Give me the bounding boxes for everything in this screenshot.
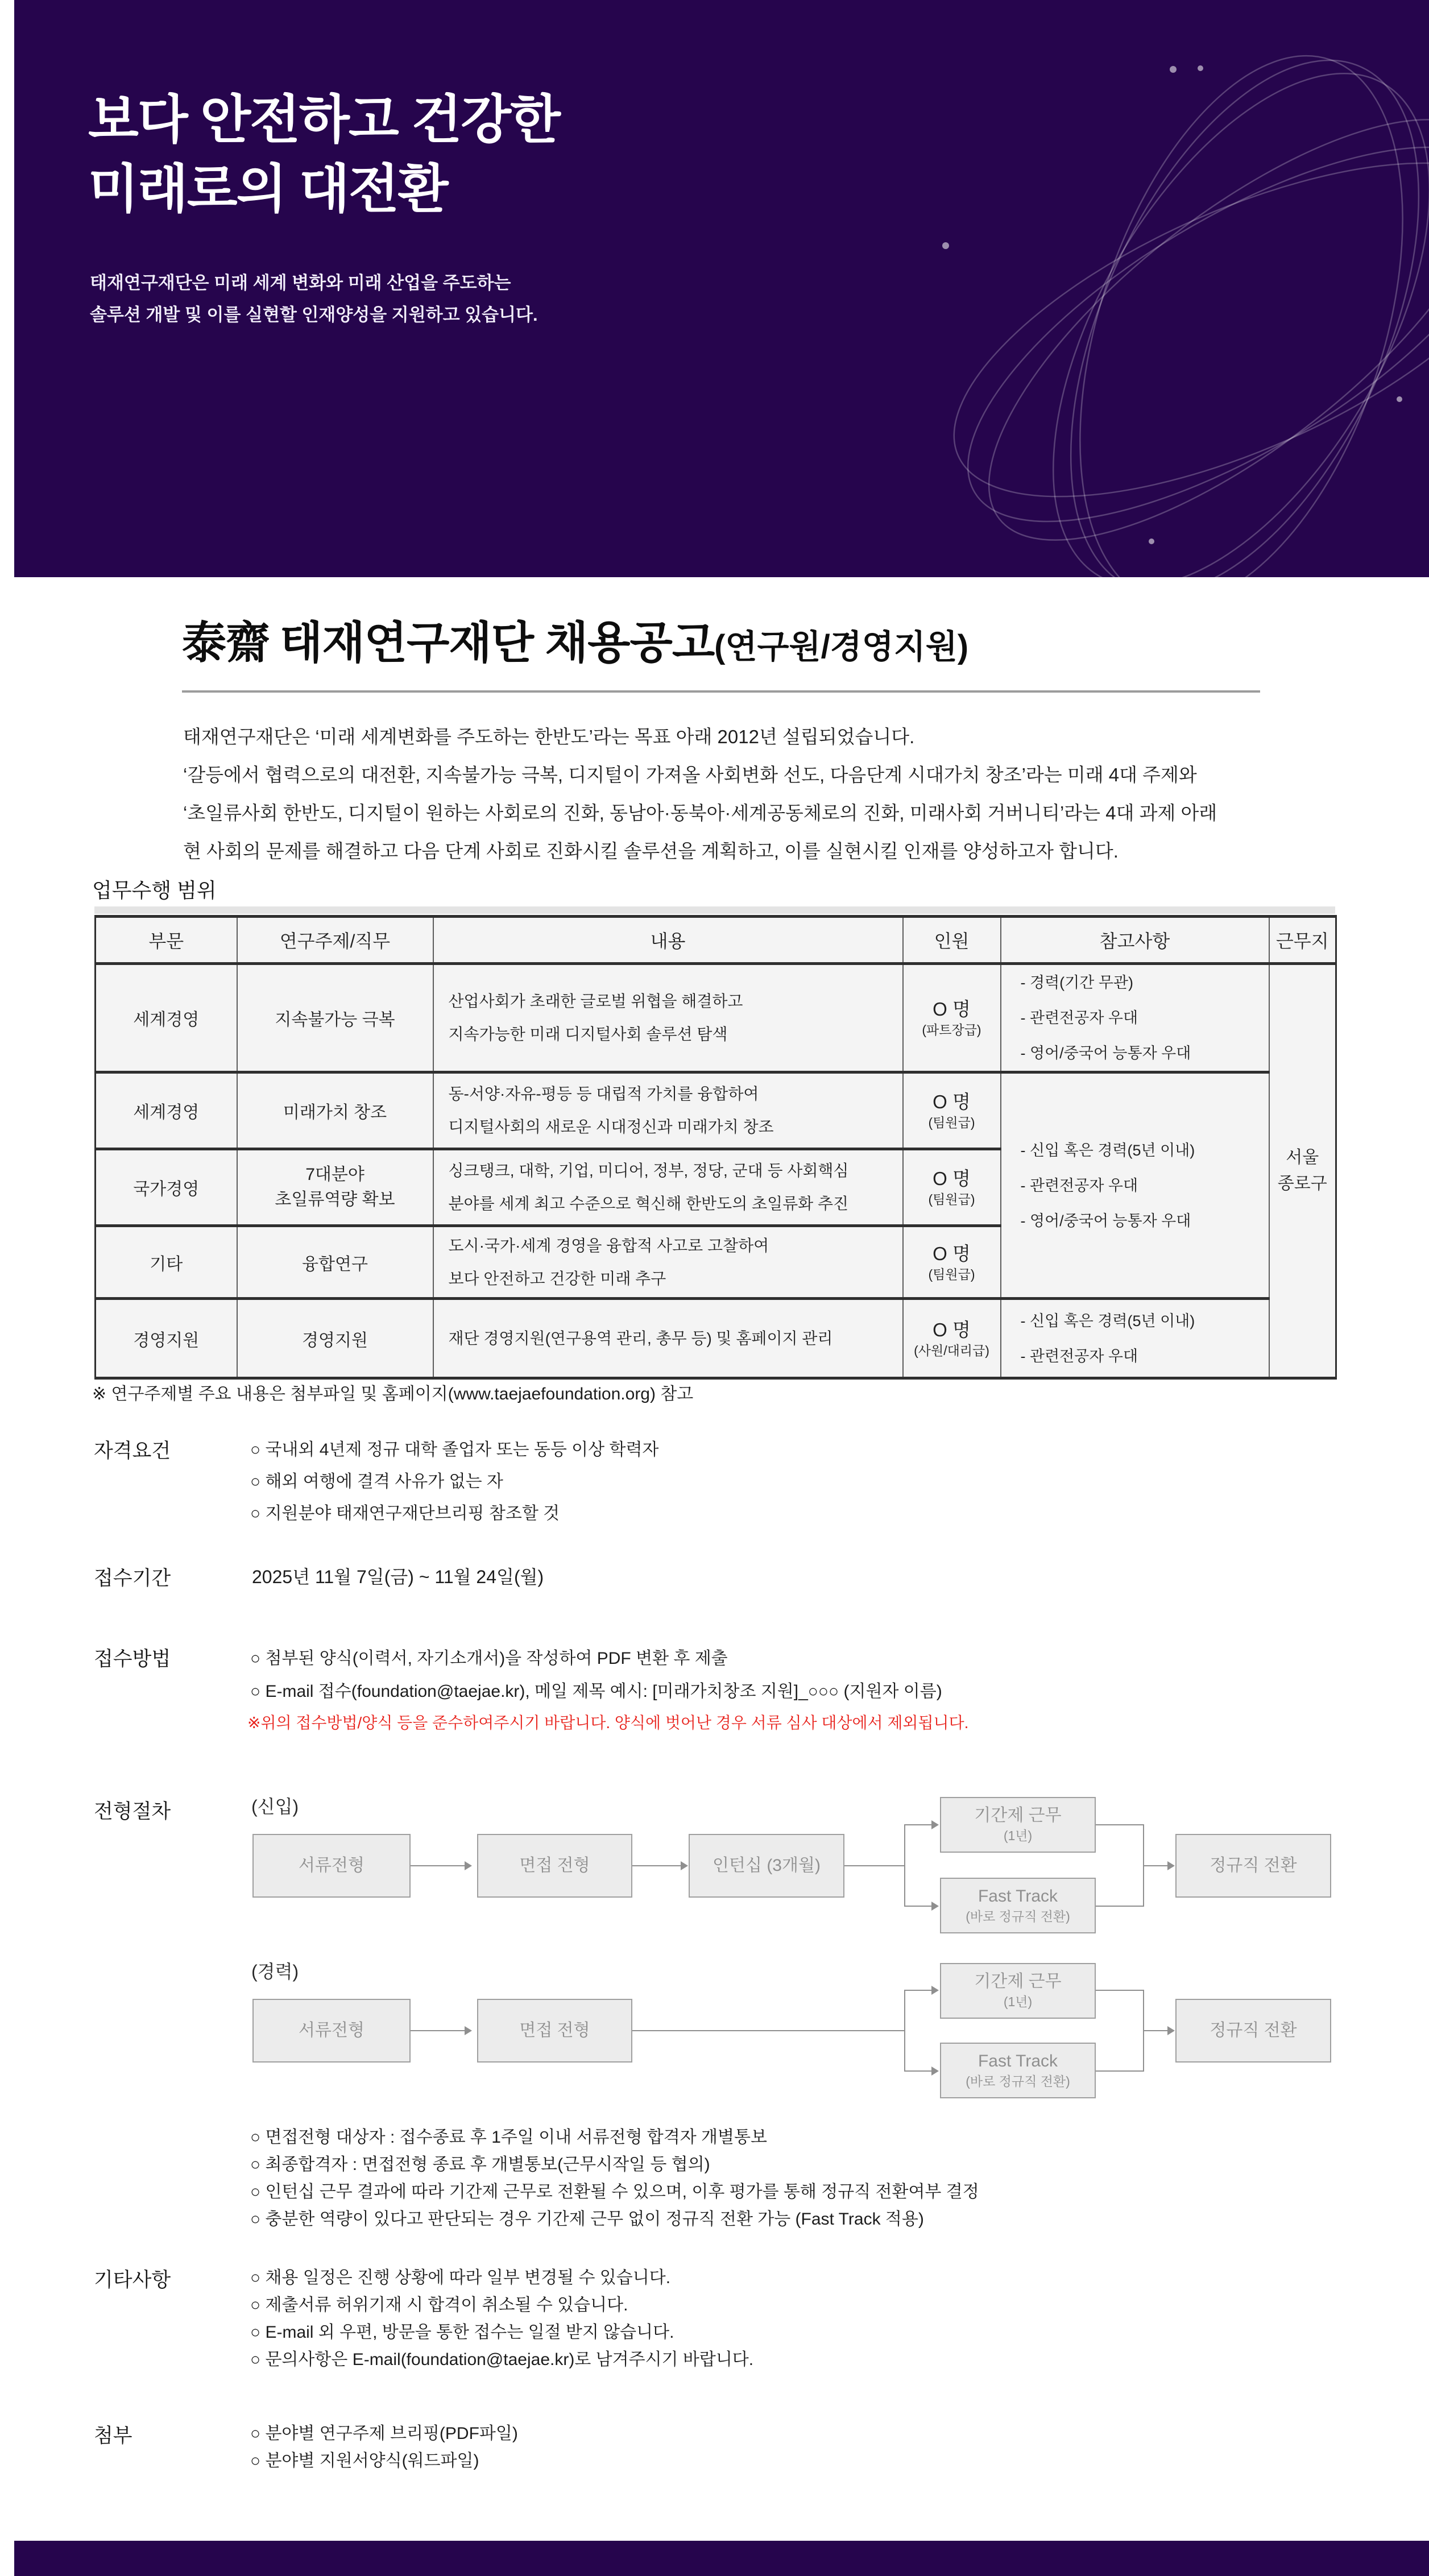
flow-connector bbox=[904, 2070, 933, 2072]
etc-list bbox=[250, 2264, 753, 2374]
page-title-main: 태재연구재단 채용공고 bbox=[280, 618, 715, 668]
scope-table bbox=[94, 915, 1337, 1380]
cell-headcount: O 명 (팀원급) bbox=[903, 1072, 1001, 1149]
cell-category: 경영지원 bbox=[96, 1299, 237, 1378]
table-row bbox=[96, 964, 1336, 1072]
attachments-list bbox=[250, 2420, 518, 2475]
flow-box-document-screening: 서류전형 bbox=[252, 1999, 411, 2063]
section-label-etc: 기타사항 bbox=[94, 2269, 171, 2291]
flow-connector bbox=[1096, 1906, 1144, 1907]
bullet-item: ○ 제출서류 허위기재 시 합격이 취소될 수 있습니다. bbox=[250, 2296, 628, 2314]
flow-box-fast-track: Fast Track (바로 정규직 전환) bbox=[940, 1878, 1096, 1933]
cell-workplace: 서울 종로구 bbox=[1269, 964, 1336, 1378]
flow-box-document-screening: 서류전형 bbox=[252, 1834, 411, 1898]
qualifications-list bbox=[250, 1434, 658, 1530]
orbit-decoration-icon bbox=[775, 0, 1429, 577]
section-label-period: 접수기간 bbox=[94, 1567, 171, 1589]
flow-box-internship: 인턴십 (3개월) bbox=[689, 1834, 844, 1898]
bullet-item: ○ 채용 일정은 진행 상황에 따라 일부 변경될 수 있습니다. bbox=[250, 2268, 671, 2287]
cell-content: 싱크탱크, 대학, 기업, 미디어, 정부, 정당, 군대 등 사회핵심 분야를 세계 최고 수준으로 혁신해 한반도의 초일류화 추진 bbox=[433, 1149, 903, 1226]
cell-topic: 7대분야 초일류역량 확보 bbox=[237, 1149, 433, 1226]
cell-topic: 경영지원 bbox=[237, 1299, 433, 1378]
table-header-row bbox=[96, 917, 1336, 964]
bullet-item: ○ 최종합격자 : 면접전형 종료 후 개별통보(근무시작일 등 협의) bbox=[250, 2155, 710, 2174]
cell-topic: 지속불가능 극복 bbox=[237, 964, 433, 1072]
process-notes bbox=[250, 2124, 979, 2233]
hero-subtitle bbox=[90, 267, 538, 331]
scope-heading: 업무수행 범위 bbox=[92, 879, 217, 902]
flow-connector bbox=[1096, 1824, 1144, 1825]
cell-category: 기타 bbox=[96, 1226, 237, 1299]
application-period: 2025년 11월 7일(금) ~ 11월 24일(월) bbox=[252, 1567, 544, 1587]
cell-content: 동-서양·자유-평등 등 대립적 가치를 융합하여 디지털사회의 새로운 시대정신과 미래가치 창조 bbox=[433, 1072, 903, 1149]
cell-category: 세계경영 bbox=[96, 1072, 237, 1149]
hero-title-line2: 미래로의 대전환 bbox=[88, 160, 448, 218]
cell-content: 재단 경영지원(연구용역 관리, 총무 등) 및 홈페이지 관리 bbox=[433, 1299, 903, 1378]
cell-headcount: O 명 (사원/대리급) bbox=[903, 1299, 1001, 1378]
cell-notes: - 신입 혹은 경력(5년 이내) - 관련전공자 우대 bbox=[1001, 1299, 1269, 1378]
method-warning: ※위의 접수방법/양식 등을 준수하여주시기 바랍니다. 양식에 벗어난 경우 서류 심사 대상에서 제외됩니다. bbox=[247, 1714, 969, 1732]
cell-content: 도시·국가·세계 경영을 융합적 사고로 고찰하여 보다 안전하고 건강한 미래 추구 bbox=[433, 1226, 903, 1299]
col-header-workplace: 근무지 bbox=[1269, 917, 1336, 964]
table-footnote: ※ 연구주제별 주요 내용은 첨부파일 및 홈페이지(www.taejaefoundation.org) 참고 bbox=[92, 1385, 694, 1403]
title-divider bbox=[182, 690, 1260, 693]
arrow-right-icon bbox=[681, 1861, 688, 1870]
cell-notes-merged: - 신입 혹은 경력(5년 이내) - 관련전공자 우대 - 영어/중국어 능통자 우대 bbox=[1001, 1072, 1269, 1299]
arrow-right-icon bbox=[465, 1861, 472, 1870]
bullet-item: ○ E-mail 접수(foundation@taejae.kr), 메일 제목 예시: [미래가치창조 지원]_○○○ (지원자 이름) bbox=[250, 1682, 942, 1701]
hero-title bbox=[88, 85, 560, 224]
cell-headcount: O 명 (파트장급) bbox=[903, 964, 1001, 1072]
intro-line: ‘초일류사회 한반도, 디지털이 원하는 사회로의 진화, 동남아·동북아·세계공동체로의 진화, 미래사회 거버니티’라는 4대 과제 아래 bbox=[183, 802, 1217, 823]
flow-connector bbox=[1096, 2070, 1144, 2072]
cell-topic: 미래가치 창조 bbox=[237, 1072, 433, 1149]
hero-subtitle-line2: 솔루션 개발 및 이를 실현할 인재양성을 지원하고 있습니다. bbox=[90, 305, 538, 325]
flow-connector bbox=[1096, 1990, 1144, 1991]
bullet-item: ○ 충분한 역량이 있다고 판단되는 경우 기간제 근무 없이 정규직 전환 가능 (Fast Track 적용) bbox=[250, 2210, 924, 2229]
section-label-qualifications: 자격요건 bbox=[94, 1440, 171, 1462]
bullet-item: ○ 분야별 연구주제 브리핑(PDF파일) bbox=[250, 2424, 518, 2443]
flow-connector bbox=[632, 2030, 905, 2031]
col-header-category: 부문 bbox=[96, 917, 237, 964]
col-header-content: 내용 bbox=[433, 917, 903, 964]
flow-connector bbox=[904, 1824, 905, 1907]
arrow-right-icon bbox=[931, 1820, 939, 1829]
page-title-suffix: (연구원/경영지원) bbox=[714, 628, 969, 665]
intro-line: 태재연구재단은 ‘미래 세계변화를 주도하는 한반도’라는 목표 아래 2012년 설립되었습니다. bbox=[183, 726, 915, 747]
table-top-strip bbox=[94, 906, 1335, 914]
cell-content: 산업사회가 초래한 글로벌 위협을 해결하고 지속가능한 미래 디지털사회 솔루션 탐색 bbox=[433, 964, 903, 1072]
arrow-right-icon bbox=[465, 2026, 472, 2035]
cell-category: 세계경영 bbox=[96, 964, 237, 1072]
method-list bbox=[250, 1642, 942, 1708]
flow-box-fast-track: Fast Track (바로 정규직 전환) bbox=[940, 2043, 1096, 2098]
col-header-topic: 연구주제/직무 bbox=[237, 917, 433, 964]
flow-connector bbox=[904, 1906, 933, 1907]
section-label-attachments: 첨부 bbox=[94, 2425, 132, 2447]
hero-subtitle-line1: 태재연구재단은 미래 세계 변화와 미래 산업을 주도하는 bbox=[90, 273, 511, 293]
bullet-item: ○ 국내외 4년제 정규 대학 졸업자 또는 동등 이상 학력자 bbox=[250, 1440, 659, 1459]
flow-label-career: (경력) bbox=[251, 1961, 299, 1982]
footer-band bbox=[14, 2541, 1429, 2576]
bullet-item: ○ E-mail 외 우편, 방문을 통한 접수는 일절 받지 않습니다. bbox=[250, 2323, 674, 2342]
flow-connector bbox=[632, 1865, 681, 1866]
intro-paragraph bbox=[183, 718, 1217, 870]
flow-connector bbox=[411, 1865, 465, 1866]
intro-line: 현 사회의 문제를 해결하고 다음 단계 사회로 진화시킬 솔루션을 계획하고, 이를 실현시킬 인재를 양성하고자 합니다. bbox=[183, 840, 1119, 862]
flow-connector bbox=[411, 2030, 465, 2031]
bullet-item: ○ 문의사항은 E-mail(foundation@taejae.kr)로 남겨주시기 바랍니다. bbox=[250, 2350, 754, 2369]
hero-title-line1: 보다 안전하고 건강한 bbox=[88, 91, 560, 149]
bullet-item: ○ 면접전형 대상자 : 접수종료 후 1주일 이내 서류전형 합격자 개별통보 bbox=[250, 2128, 767, 2147]
flow-connector bbox=[904, 1990, 933, 1991]
cell-notes: - 경력(기간 무관) - 관련전공자 우대 - 영어/중국어 능통자 우대 bbox=[1001, 964, 1269, 1072]
arrow-right-icon bbox=[931, 2066, 939, 2076]
section-label-method: 접수방법 bbox=[94, 1648, 171, 1670]
col-header-notes: 참고사항 bbox=[1001, 917, 1269, 964]
table-row bbox=[96, 1299, 1336, 1378]
flow-box-interview: 면접 전형 bbox=[477, 1834, 632, 1898]
bullet-item: ○ 해외 여행에 결격 사유가 없는 자 bbox=[250, 1472, 503, 1491]
cell-topic: 융합연구 bbox=[237, 1226, 433, 1299]
intro-line: ‘갈등에서 협력으로의 대전환, 지속불가능 극복, 디지털이 가져올 사회변화 선도, 다음단계 시대가치 창조’라는 미래 4대 주제와 bbox=[183, 764, 1197, 785]
flow-connector bbox=[1143, 2030, 1169, 2031]
flow-connector bbox=[1143, 1865, 1169, 1866]
flow-box-fixed-term: 기간제 근무 (1년) bbox=[940, 1797, 1096, 1853]
cell-headcount: O 명 (팀원급) bbox=[903, 1226, 1001, 1299]
flow-box-regular-conversion: 정규직 전환 bbox=[1175, 1834, 1331, 1898]
flow-box-fixed-term: 기간제 근무 (1년) bbox=[940, 1963, 1096, 2019]
cell-headcount: O 명 (팀원급) bbox=[903, 1149, 1001, 1226]
flow-box-regular-conversion: 정규직 전환 bbox=[1175, 1999, 1331, 2063]
flow-connector bbox=[904, 1824, 933, 1825]
table-row bbox=[96, 1072, 1336, 1149]
arrow-right-icon bbox=[1167, 1861, 1175, 1870]
flow-box-interview: 면접 전형 bbox=[477, 1999, 632, 2063]
page-title bbox=[182, 607, 968, 671]
arrow-right-icon bbox=[931, 1986, 939, 1995]
bullet-item: ○ 인턴십 근무 결과에 따라 기간제 근무로 전환될 수 있으며, 이후 평가를 통해 정규직 전환여부 결정 bbox=[250, 2182, 979, 2201]
bullet-item: ○ 첨부된 양식(이력서, 자기소개서)을 작성하여 PDF 변환 후 제출 bbox=[250, 1649, 728, 1668]
section-label-process: 전형절차 bbox=[94, 1800, 171, 1823]
arrow-right-icon bbox=[1167, 2026, 1175, 2035]
flow-connector bbox=[844, 1865, 905, 1866]
arrow-right-icon bbox=[931, 1902, 939, 1911]
flow-label-new: (신입) bbox=[251, 1796, 299, 1817]
hero-banner bbox=[14, 0, 1429, 577]
flow-connector bbox=[904, 1990, 905, 2072]
cell-category: 국가경영 bbox=[96, 1149, 237, 1226]
col-header-headcount: 인원 bbox=[903, 917, 1001, 964]
foundation-hanja-logo: 泰齋 bbox=[182, 618, 270, 668]
bullet-item: ○ 분야별 지원서양식(워드파일) bbox=[250, 2451, 479, 2470]
bullet-item: ○ 지원분야 태재연구재단브리핑 참조할 것 bbox=[250, 1504, 560, 1523]
